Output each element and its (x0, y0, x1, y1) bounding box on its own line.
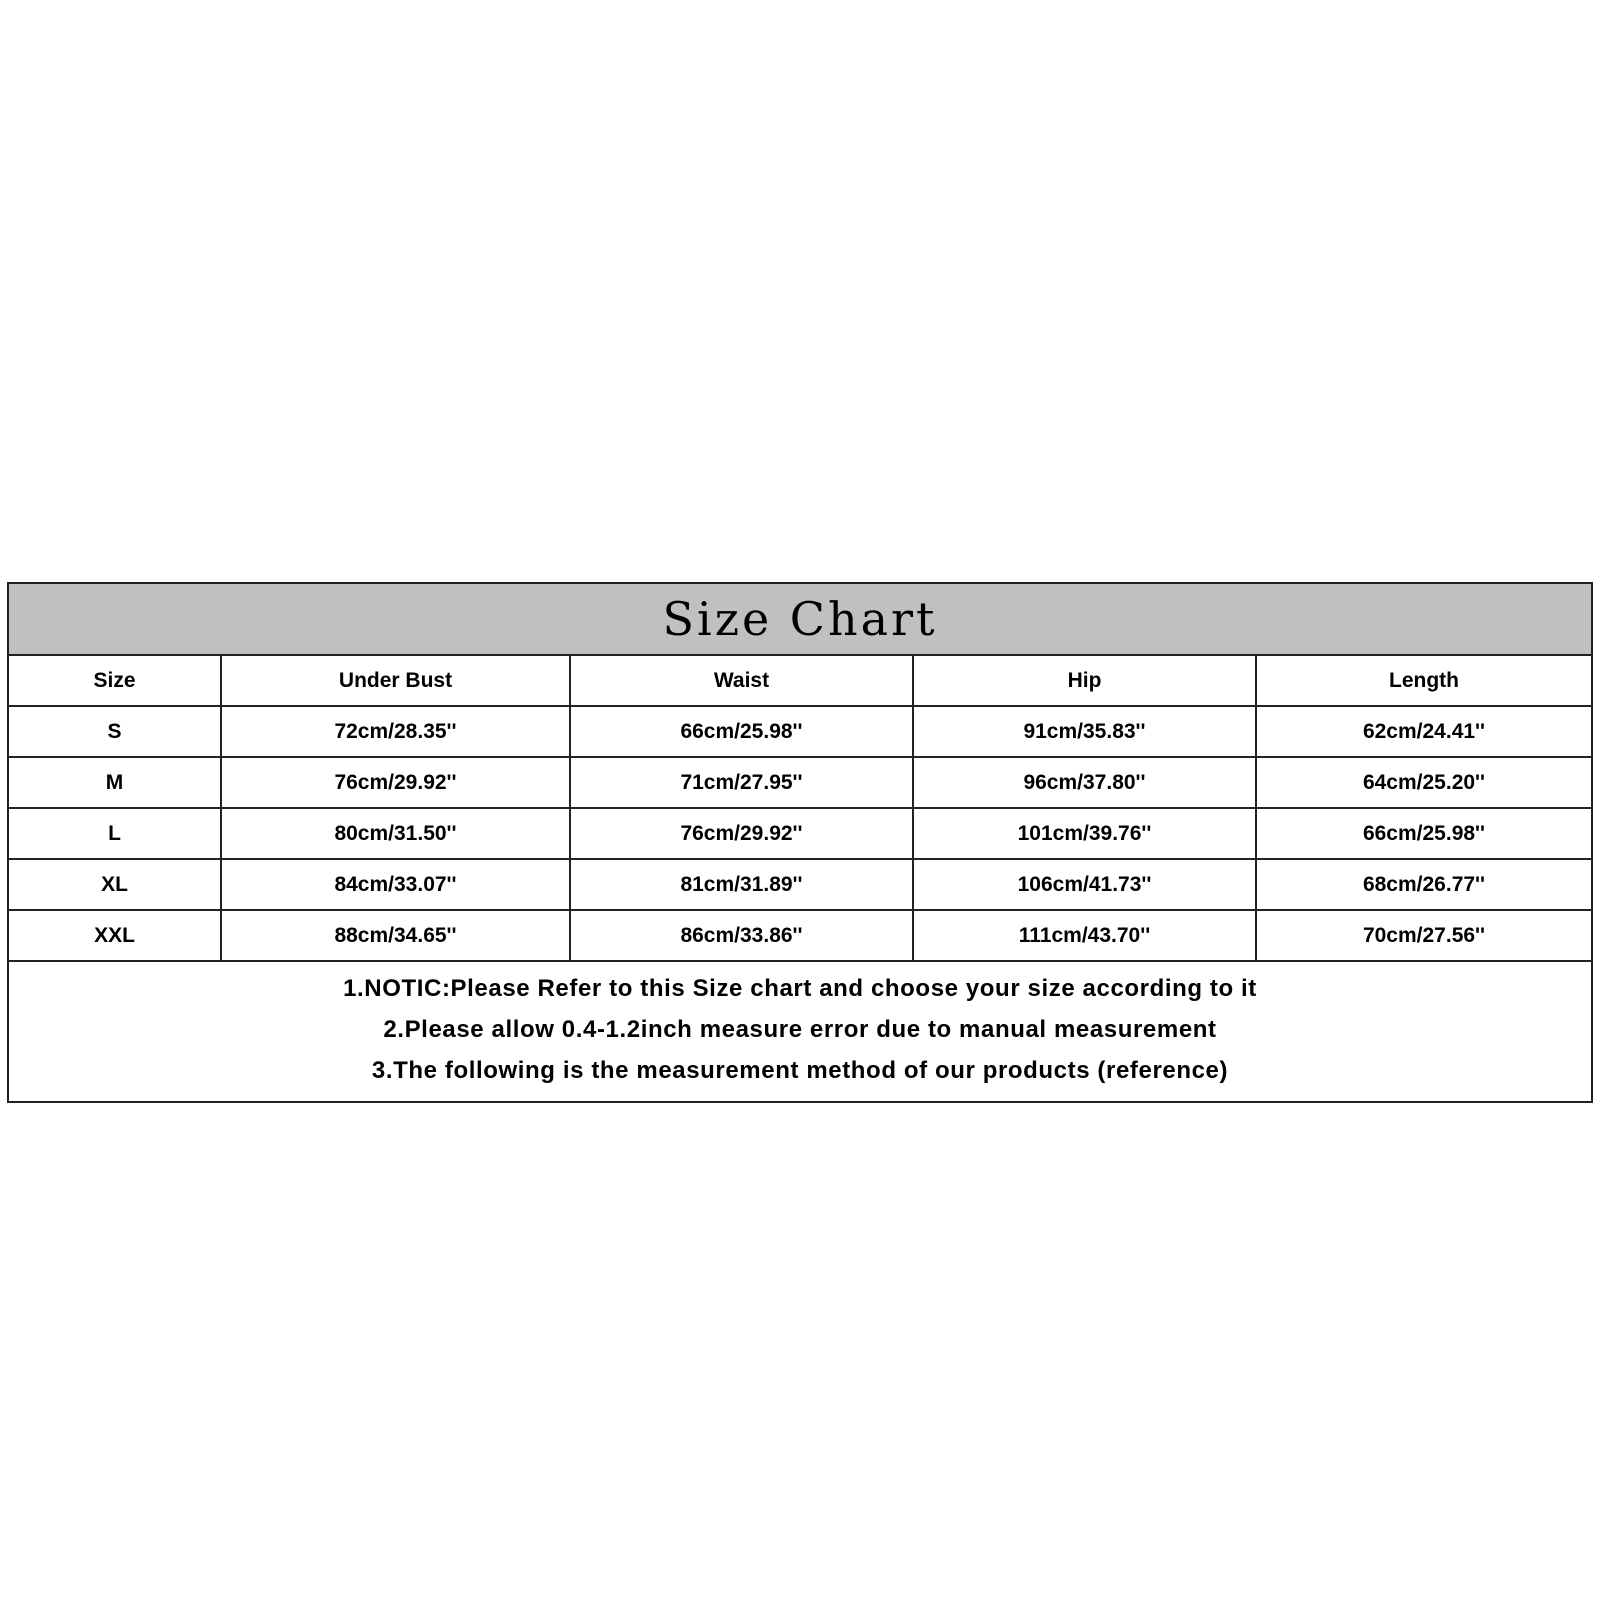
header-hip: Hip (913, 656, 1256, 706)
table-row (9, 757, 1591, 808)
table-row (9, 706, 1591, 757)
cell-under-bust: 84cm/33.07'' (221, 859, 570, 910)
size-table (9, 656, 1591, 962)
table-row (9, 910, 1591, 961)
cell-size: XL (9, 859, 221, 910)
cell-under-bust: 72cm/28.35'' (221, 706, 570, 757)
cell-waist: 86cm/33.86'' (570, 910, 913, 961)
table-row (9, 808, 1591, 859)
cell-waist: 66cm/25.98'' (570, 706, 913, 757)
cell-size: L (9, 808, 221, 859)
cell-hip: 96cm/37.80'' (913, 757, 1256, 808)
cell-under-bust: 88cm/34.65'' (221, 910, 570, 961)
cell-hip: 101cm/39.76'' (913, 808, 1256, 859)
cell-length: 64cm/25.20'' (1256, 757, 1591, 808)
chart-title: Size Chart (9, 584, 1591, 656)
cell-length: 62cm/24.41'' (1256, 706, 1591, 757)
note-2: 2.Please allow 0.4-1.2inch measure error due to manual measurement (383, 1016, 1217, 1043)
cell-hip: 111cm/43.70'' (913, 910, 1256, 961)
cell-hip: 106cm/41.73'' (913, 859, 1256, 910)
note-1: 1.NOTIC:Please Refer to this Size chart and choose your size according to it (343, 975, 1257, 1002)
cell-hip: 91cm/35.83'' (913, 706, 1256, 757)
cell-size: M (9, 757, 221, 808)
cell-waist: 76cm/29.92'' (570, 808, 913, 859)
cell-length: 68cm/26.77'' (1256, 859, 1591, 910)
cell-size: S (9, 706, 221, 757)
size-chart (7, 582, 1593, 1103)
header-length: Length (1256, 656, 1591, 706)
cell-waist: 71cm/27.95'' (570, 757, 913, 808)
cell-length: 70cm/27.56'' (1256, 910, 1591, 961)
cell-size: XXL (9, 910, 221, 961)
cell-waist: 81cm/31.89'' (570, 859, 913, 910)
header-row (9, 656, 1591, 706)
note-3: 3.The following is the measurement method of our products (reference) (371, 1057, 1229, 1084)
header-size: Size (9, 656, 221, 706)
header-waist: Waist (570, 656, 913, 706)
table-row (9, 859, 1591, 910)
header-under-bust: Under Bust (221, 656, 570, 706)
notes-section (9, 962, 1591, 1101)
cell-under-bust: 76cm/29.92'' (221, 757, 570, 808)
cell-length: 66cm/25.98'' (1256, 808, 1591, 859)
cell-under-bust: 80cm/31.50'' (221, 808, 570, 859)
